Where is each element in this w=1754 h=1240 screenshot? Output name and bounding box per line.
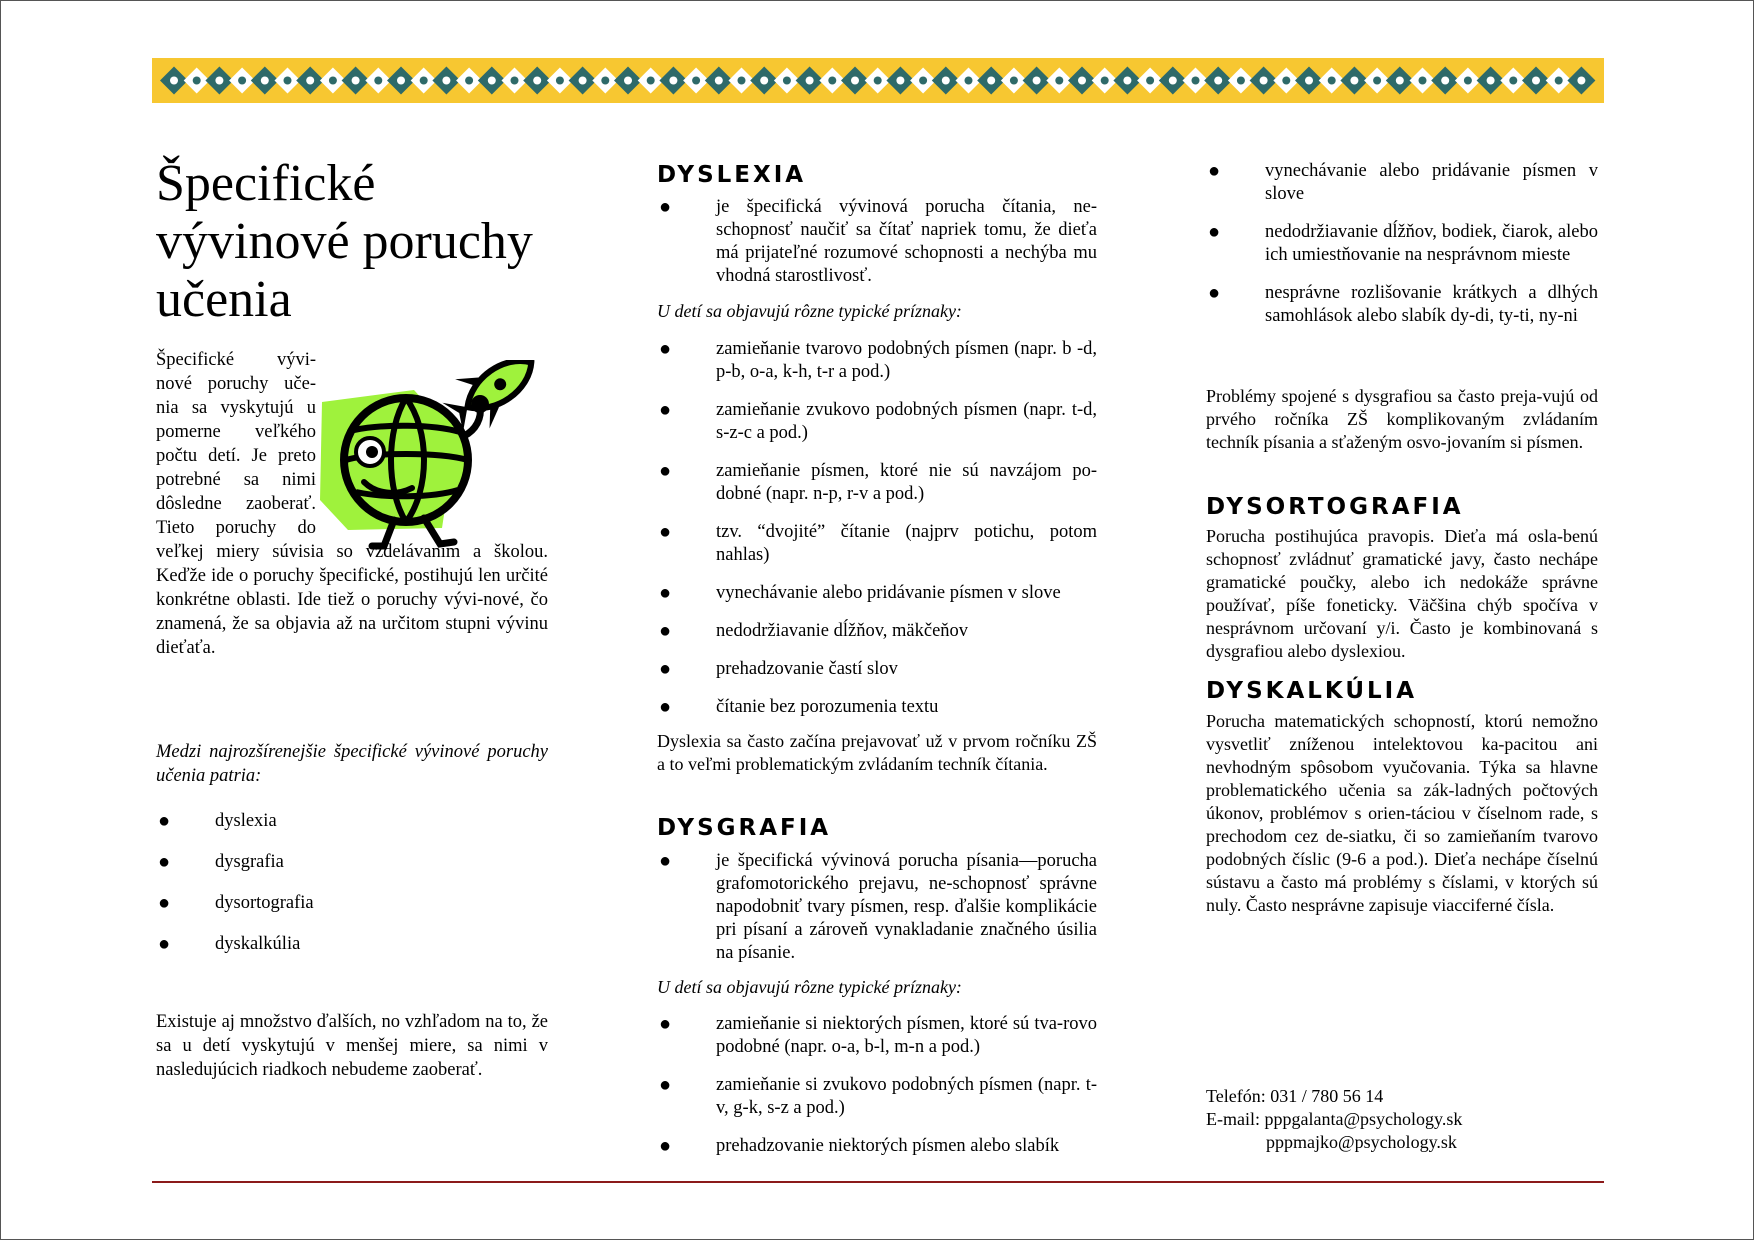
- banner-dot: [806, 77, 814, 85]
- list-item-text: dyskalkúlia: [215, 934, 301, 954]
- banner-dot: [306, 77, 314, 85]
- banner-dot: [1555, 77, 1563, 85]
- banner-dot: [1192, 77, 1200, 85]
- symptom-text: zamieňanie zvukovo podobných písmen (napr. t-d, s-z-c a pod.): [716, 400, 1097, 443]
- list-item: [156, 892, 548, 915]
- dyslexia-summary: Dyslexia sa často začína prejavovať už v prvom ročníku ZŠ a to veľmi problematickým zvládaním techník čítania.: [657, 731, 1097, 774]
- banner-dot: [397, 77, 405, 85]
- list-item: [657, 399, 1097, 445]
- banner-dot: [1055, 77, 1063, 85]
- banner-dot: [1282, 77, 1290, 85]
- list-item: [156, 810, 548, 833]
- banner-dot: [261, 77, 269, 85]
- banner-dot: [647, 77, 655, 85]
- banner-dot: [738, 77, 746, 85]
- symptom-text: vynechávanie alebo pridávanie písmen v slove: [716, 583, 1061, 603]
- decorative-banner: [152, 58, 1604, 103]
- dyskalkulia-text: Porucha matematických schopností, ktorú nemožno vysvetliť zníženou intelektovou ka-pacitou ani nevhodným spôsobom vyučovania. Týka sa hlavne problematického učenia sa zák-ladných počtových úkonov, problémov s orien-táciou v číselnom rade, s prechodom cez de-siatku, či so zamieňaním tvarovo podobných číslic (9-6 a pod.). Dieťa nechápe číselnú sústavu a často má problémy s číslami, v ktorých sú nuly. Často nesprávne zapisuje viacciferné čísla.: [1206, 711, 1598, 915]
- phone-number: Telefón: 031 / 780 56 14: [1206, 1086, 1384, 1106]
- bullet: ●: [158, 933, 171, 955]
- banner-dot: [1532, 77, 1540, 85]
- dyslexia-heading: DYSLEXIA: [657, 162, 807, 188]
- list-item: [657, 1013, 1097, 1059]
- intro-line: nia sa vyskytujú u: [156, 398, 316, 418]
- banner-dot: [374, 77, 382, 85]
- banner-dot: [488, 77, 496, 85]
- banner-dot: [1214, 77, 1222, 85]
- banner-dot: [511, 77, 519, 85]
- list-item: [657, 658, 1097, 681]
- page-title: Špecifické vývinové poruchy učenia: [156, 155, 533, 328]
- intro-line: počtu detí. Je preto: [156, 446, 316, 466]
- banner-dot: [1010, 77, 1018, 85]
- dyslexia-definition-list: [657, 196, 1097, 288]
- banner-dot: [533, 77, 541, 85]
- list-item: [657, 582, 1097, 605]
- banner-dot: [624, 77, 632, 85]
- symptom-text: tzv. “dvojité” čítanie (najprv potichu, potom nahlas): [716, 522, 1097, 565]
- banner-dot: [170, 77, 178, 85]
- banner-dot: [1237, 77, 1245, 85]
- outro-paragraph: Existuje aj množstvo ďalších, no vzhľadom na to, že sa u detí vyskytujú v menšej miere, sa nimi v nasledujúcich riadkoch nebudeme zaoberať.: [156, 1012, 548, 1080]
- banner-dot: [1373, 77, 1381, 85]
- list-item: [156, 851, 548, 874]
- dysgrafia-definition: je špecifická vývinová porucha písania—porucha grafomotorického prejavu, ne-schopnosť správne napodobniť tvary písmen, resp. ďalšie komplikácie pri písaní a zároveň vynakladanie značného úsilia na písanie.: [716, 851, 1097, 963]
- banner-dot: [193, 77, 201, 85]
- list-item: [156, 933, 548, 956]
- bullet: ●: [659, 850, 672, 872]
- banner-dot: [329, 77, 337, 85]
- banner-dot: [601, 77, 609, 85]
- list-item: [657, 620, 1097, 643]
- banner-dot: [1441, 77, 1449, 85]
- intro-line: potrebné sa nimi: [156, 470, 316, 490]
- banner-dot: [1169, 77, 1177, 85]
- dyslexia-definition: je špecifická vývinová porucha čítania, ne-schopnosť naučiť sa čítať napriek tomu, že dieťa má prijateľné rozumové schopnosti a nechýba mu vhodná starostlivosť.: [716, 197, 1097, 286]
- banner-dot: [760, 77, 768, 85]
- list-item: [657, 850, 1097, 965]
- banner-dot: [1487, 77, 1495, 85]
- bullet: ●: [659, 582, 672, 604]
- list-item: [1206, 221, 1598, 267]
- bullet: ●: [659, 338, 672, 360]
- bullet: ●: [659, 696, 672, 718]
- banner-dot: [579, 77, 587, 85]
- banner-dot: [1260, 77, 1268, 85]
- intro-line: Špecifické vývi-: [156, 350, 316, 370]
- list-intro: Medzi najrozšírenejšie špecifické vývinové poruchy učenia patria:: [156, 742, 548, 786]
- email-link-2[interactable]: pppmajko@psychology.sk: [1266, 1132, 1457, 1152]
- symptom-text: prehadzovanie častí slov: [716, 659, 898, 679]
- banner-dot: [352, 77, 360, 85]
- dysgrafia-symptoms-intro: U detí sa objavujú rôzne typické príznaky:: [657, 977, 962, 997]
- banner-dot: [1577, 77, 1585, 85]
- banner-dot: [942, 77, 950, 85]
- banner-dot: [215, 77, 223, 85]
- list-item-text: dysortografia: [215, 893, 314, 913]
- bottom-rule: [152, 1181, 1604, 1183]
- list-item: [657, 1074, 1097, 1120]
- banner-dot: [987, 77, 995, 85]
- bullet: ●: [659, 1135, 672, 1157]
- list-item: [657, 696, 1097, 719]
- banner-dot: [465, 77, 473, 85]
- dysgrafia-summary: Problémy spojené s dysgrafiou sa často preja-vujú od prvého ročníka ZŠ komplikovaným zvládaním techník písania a sťaženým osvo-jovaním si písmen.: [1206, 386, 1598, 452]
- globe-rocket-clipart: [314, 360, 554, 555]
- intro-paragraph: veľkej miery súvisia so vzdelávaním a školou. Keďže ide o poruchy špecifické, postihujú len určité konkrétne oblasti. Ide tiež o poruchy vývi-nové, čo znamená, že sa objavia až na určitom stupni vývinu dieťaťa.: [156, 542, 548, 658]
- list-item: [657, 338, 1097, 384]
- bullet: ●: [659, 1013, 672, 1035]
- banner-dot: [1123, 77, 1131, 85]
- banner-dot: [284, 77, 292, 85]
- intro-line: pomerne veľkého: [156, 422, 316, 442]
- dysgrafia-symptom-list-b: [1206, 160, 1598, 328]
- list-item: [657, 460, 1097, 506]
- bullet: ●: [659, 460, 672, 482]
- list-item-text: dyslexia: [215, 811, 277, 831]
- bullet: ●: [659, 1074, 672, 1096]
- dysortografia-text: Porucha postihujúca pravopis. Dieťa má osla-benú schopnosť zvládnuť gramatické javy, často nechápe gramatické poučky, alebo ich nedokáže správne používať, píše foneticky. Väčšina chýb spočíva v nesprávnom určovaní y/i. Často je kombinovaná s dysgrafiou alebo dyslexiou.: [1206, 526, 1598, 661]
- bullet: ●: [1208, 282, 1221, 304]
- banner-dot: [692, 77, 700, 85]
- bullet: ●: [158, 892, 171, 914]
- symptom-text: zamieňanie si niektorých písmen, ktoré sú tva-rovo podobné (napr. o-a, b-l, m-n a pod.): [716, 1014, 1097, 1057]
- banner-dot: [1396, 77, 1404, 85]
- dyskalkulia-heading: DYSKALKÚLIA: [1206, 678, 1418, 704]
- symptom-text: nesprávne rozlišovanie krátkych a dlhých samohlások alebo slabík dy-di, ty-ti, ny-ni: [1265, 283, 1598, 326]
- banner-dot: [1509, 77, 1517, 85]
- intro-line: dôsledne zaoberať.: [156, 494, 316, 514]
- banner-dot: [1328, 77, 1336, 85]
- symptom-text: zamieňanie písmen, ktoré nie sú navzájom po-dobné (napr. n-p, r-v a pod.): [716, 461, 1097, 504]
- bullet: ●: [158, 851, 171, 873]
- symptom-text: vynechávanie alebo pridávanie písmen v slove: [1265, 161, 1598, 204]
- banner-dot: [1078, 77, 1086, 85]
- intro-line: nové poruchy uče-: [156, 374, 316, 394]
- dysgrafia-heading: DYSGRAFIA: [657, 815, 832, 841]
- intro-line: Tieto poruchy do: [156, 518, 316, 538]
- bullet: ●: [659, 399, 672, 421]
- email-link-1[interactable]: pppgalanta@psychology.sk: [1264, 1109, 1463, 1129]
- disorder-list: [156, 810, 548, 956]
- banner-dot: [1101, 77, 1109, 85]
- banner-dot: [1350, 77, 1358, 85]
- bullet: ●: [1208, 221, 1221, 243]
- dysortografia-heading: DYSORTOGRAFIA: [1206, 494, 1464, 520]
- list-item: [657, 1135, 1097, 1158]
- banner-dot: [1146, 77, 1154, 85]
- bullet: ●: [659, 620, 672, 642]
- banner-dot: [965, 77, 973, 85]
- banner-dot: [896, 77, 904, 85]
- bullet: ●: [158, 810, 171, 832]
- dyslexia-symptoms-intro: U detí sa objavujú rôzne typické príznaky:: [657, 301, 962, 321]
- bullet: ●: [659, 658, 672, 680]
- symptom-text: nedodržiavanie dĺžňov, mäkčeňov: [716, 621, 969, 641]
- list-item: [657, 521, 1097, 567]
- dysgrafia-definition-list: [657, 850, 1097, 965]
- banner-dot: [851, 77, 859, 85]
- symptom-text: zamieňanie tvarovo podobných písmen (napr. b -d, p-b, o-a, k-h, t-r a pod.): [716, 339, 1097, 382]
- banner-dot: [1305, 77, 1313, 85]
- list-item: [1206, 282, 1598, 328]
- dysgrafia-symptom-list-a: [657, 1013, 1097, 1158]
- symptom-text: zamieňanie si zvukovo podobných písmen (napr. t-v, g-k, s-z a pod.): [716, 1075, 1097, 1118]
- banner-dot: [1419, 77, 1427, 85]
- list-item: [657, 196, 1097, 288]
- bullet: ●: [1208, 160, 1221, 182]
- banner-dot: [783, 77, 791, 85]
- banner-dot: [1464, 77, 1472, 85]
- banner-dot: [442, 77, 450, 85]
- dyslexia-symptom-list: [657, 338, 1097, 719]
- symptom-text: prehadzovanie niektorých písmen alebo slabík: [716, 1136, 1060, 1156]
- banner-dot: [715, 77, 723, 85]
- banner-dot: [919, 77, 927, 85]
- symptom-text: nedodržiavanie dĺžňov, bodiek, čiarok, alebo ich umiestňovanie na nesprávnom mieste: [1265, 222, 1598, 265]
- symptom-text: čítanie bez porozumenia textu: [716, 697, 939, 717]
- banner-dot: [874, 77, 882, 85]
- banner-dot: [238, 77, 246, 85]
- contact-block: [1206, 1085, 1598, 1154]
- banner-dot: [828, 77, 836, 85]
- list-item-text: dysgrafia: [215, 852, 284, 872]
- bullet: ●: [659, 521, 672, 543]
- banner-dot: [420, 77, 428, 85]
- banner-dot: [1033, 77, 1041, 85]
- email-label: E-mail:: [1206, 1109, 1260, 1129]
- list-item: [1206, 160, 1598, 206]
- banner-dot: [556, 77, 564, 85]
- intro-wrapped: [156, 348, 316, 540]
- bullet: ●: [659, 196, 672, 218]
- banner-dot: [669, 77, 677, 85]
